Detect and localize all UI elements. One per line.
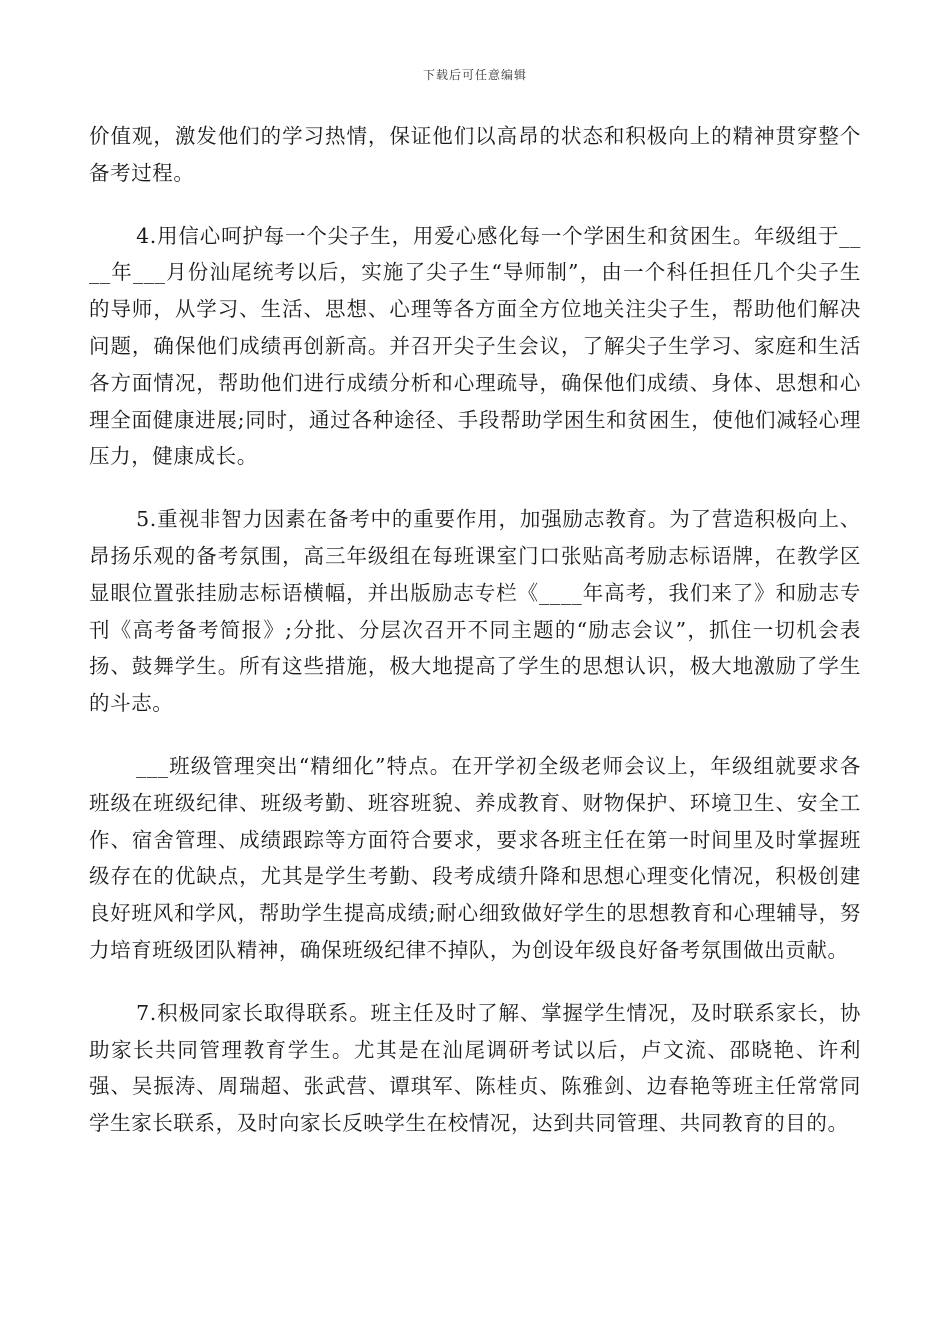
paragraph-item-5: 5.重视非智力因素在备考中的重要作用，加强励志教育。为了营造积极向上、昂扬乐观的备考氛围，高三年级组在每班课室门口张贴高考励志标语牌，在教学区显眼位置张挂励志标语横幅，并出版励志专栏《____年高考，我们来了》和励志专刊《高考备考简报》;分批、分层次召开不同主题的“励志会议”，抓住一切机会表扬、鼓舞学生。所有这些措施，极大地提高了学生的思想认识，极大地激励了学生的斗志。 [89, 507, 861, 716]
document-body [89, 118, 861, 1168]
page-header: 下载后可任意编辑 [422, 68, 527, 82]
paragraph-item-7: 7.积极同家长取得联系。班主任及时了解、掌握学生情况，及时联系家长，协助家长共同管理教育学生。尤其是在汕尾调研考试以后，卢文流、邵晓艳、许利强、吴振涛、周瑞超、张武营、谭琪军、陈桂贞、陈雅剑、边春艳等班主任常常同学生家长联系，及时向家长反映学生在校情况，达到共同管理、共同教育的目的。 [89, 1000, 861, 1136]
paragraph-continuation: 价值观，激发他们的学习热情，保证他们以高昂的状态和积极向上的精神贯穿整个备考过程。 [89, 124, 861, 185]
paragraph-item-4: 4.用信心呵护每一个尖子生，用爱心感化每一个学困生和贫困生。年级组于____年___月份汕尾统考以后，实施了尖子生“导师制”，由一个科任担任几个尖子生的导师，从学习、生活、思想、心理等各方面全方位地关注尖子生，帮助他们解决问题，确保他们成绩再创新高。并召开尖子生会议，了解尖子生学习、家庭和生活各方面情况，帮助他们进行成绩分析和心理疏导，确保他们成绩、身体、思想和心理全面健康进展;同时，通过各种途径、手段帮助学困生和贫困生，使他们减轻心理压力，健康成长。 [89, 223, 861, 469]
paragraph-item-6: ___班级管理突出“精细化”特点。在开学初全级老师会议上，年级组就要求各班级在班级纪律、班级考勤、班容班貌、养成教育、财物保护、环境卫生、安全工作、宿舍管理、成绩跟踪等方面符合要求，要求各班主任在第一时间里及时掌握班级存在的优缺点，尤其是学生考勤、段考成绩升降和思想心理变化情况，积极创建良好班风和学风，帮助学生提高成绩;耐心细致做好学生的思想教育和心理辅导，努力培育班级团队精神，确保班级纪律不掉队，为创设年级良好备考氛围做出贡献。 [89, 753, 861, 962]
